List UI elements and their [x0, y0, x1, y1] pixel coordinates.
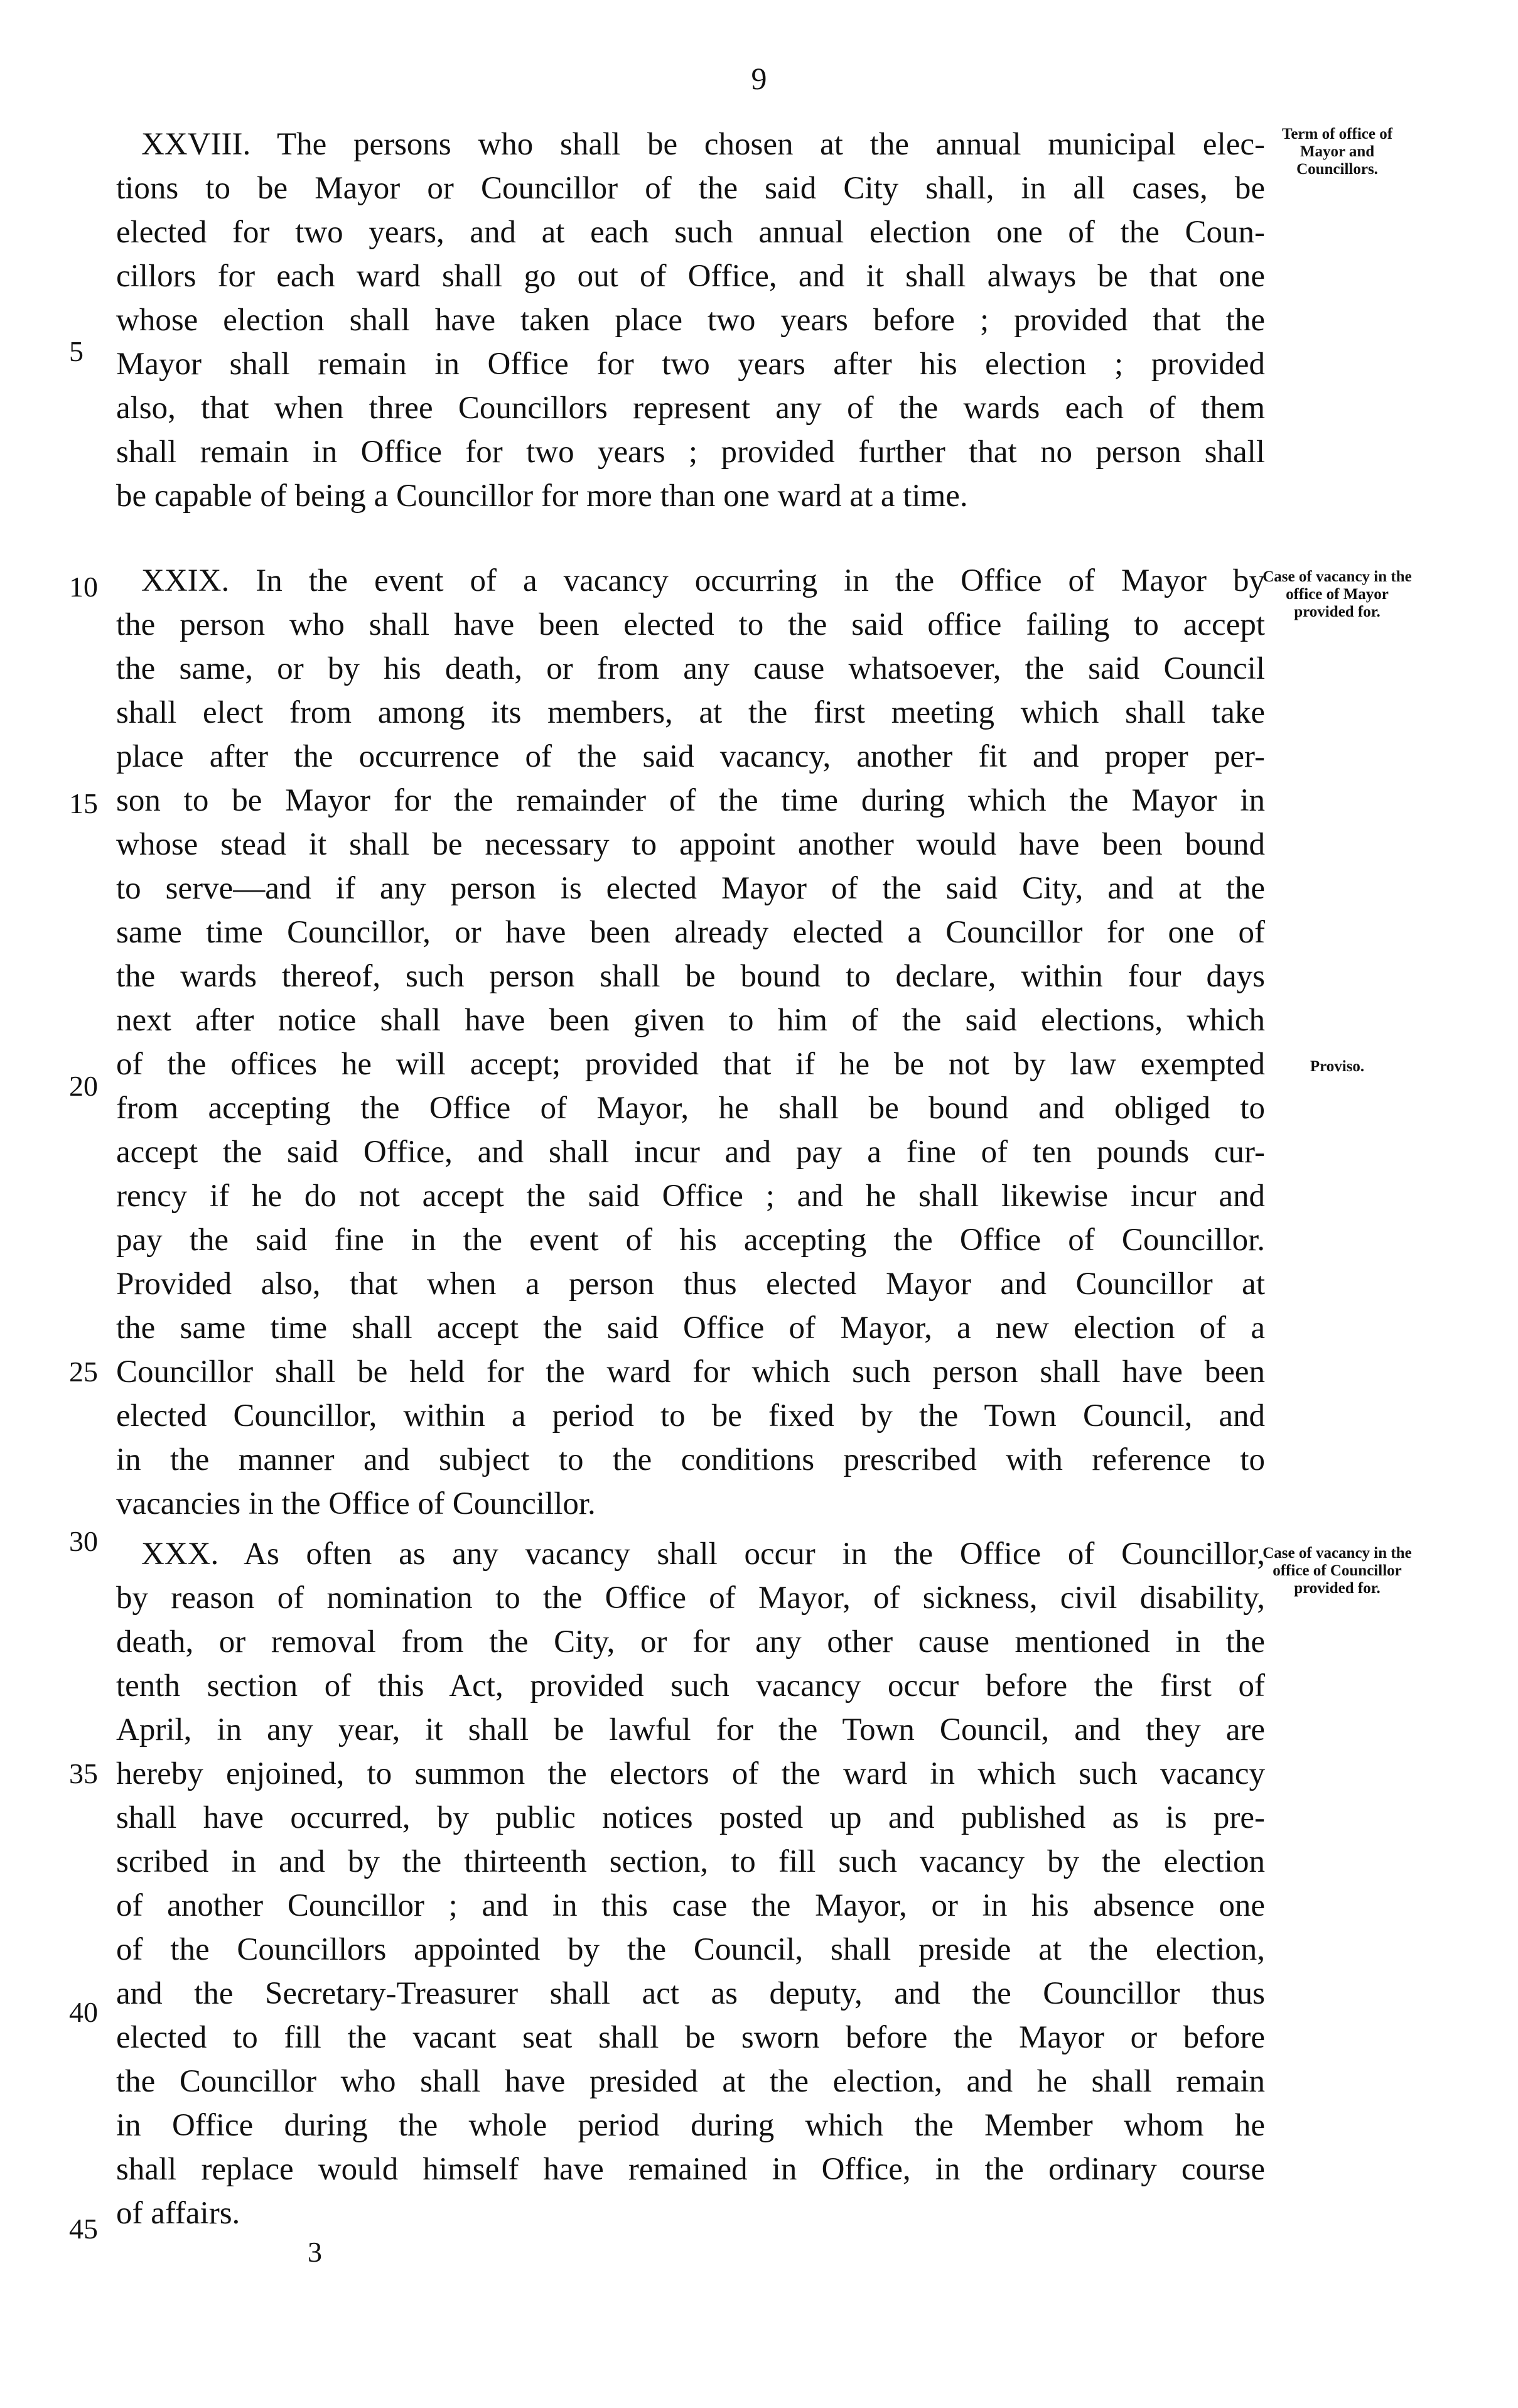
text-line: in Office during the whole period during which the Member whom he [116, 2108, 1265, 2143]
text-line: by reason of nomination to the Office of Mayor, of sickness, civil disability, [116, 1580, 1265, 1616]
text-line: the same time shall accept the said Office of Mayor, a new election of a [116, 1310, 1265, 1346]
text-line: whose stead it shall be necessary to appoint another would have been bound [116, 827, 1265, 862]
text-line: tenth section of this Act, provided such vacancy occur before the first of [116, 1668, 1265, 1703]
text-line: whose election shall have taken place two years before ; provided that the [116, 303, 1265, 338]
line-number: 35 [69, 1757, 98, 1790]
text-line: elected for two years, and at each such annual election one of the Coun- [116, 215, 1265, 250]
text-line: hereby enjoined, to summon the electors of the ward in which such vacancy [116, 1756, 1265, 1791]
signature-mark: 3 [308, 2236, 322, 2268]
text-line: the same, or by his death, or from any cause whatsoever, the said Council [116, 651, 1265, 686]
text-line: to serve—and if any person is elected Mayor of the said City, and at the [116, 871, 1265, 906]
line-number: 45 [69, 2213, 98, 2245]
text-line: shall replace would himself have remained in Office, in the ordinary course [116, 2152, 1265, 2187]
text-line: cillors for each ward shall go out of Office, and it shall always be that one [116, 259, 1265, 294]
text-line: pay the said fine in the event of his accepting the Office of Councillor. [116, 1223, 1265, 1258]
text-line: of affairs. [116, 2196, 240, 2231]
text-line: from accepting the Office of Mayor, he shall be bound and obliged to [116, 1091, 1265, 1126]
line-number: 25 [69, 1356, 98, 1388]
text-line: shall remain in Office for two years ; provided further that no person shall [116, 435, 1265, 470]
text-line: tions to be Mayor or Councillor of the said City shall, in all cases, be [116, 171, 1265, 206]
margin-note: Proviso. [1310, 1058, 1365, 1075]
text-line: be capable of being a Councillor for more than one ward at a time. [116, 478, 968, 514]
text-line: same time Councillor, or have been already elected a Councillor for one of [116, 915, 1265, 950]
text-line: Councillor shall be held for the ward for which such person shall have been [116, 1354, 1265, 1390]
section-xxviii [116, 122, 1265, 518]
margin-note: Case of vacancy in the office of Mayor provided for. [1262, 568, 1412, 620]
line-number: 30 [69, 1525, 98, 1557]
section-xxix [116, 559, 1265, 1526]
page-number: 9 [751, 61, 767, 96]
text-line: of the Councillors appointed by the Council, shall preside at the election, [116, 1932, 1265, 1967]
text-line: the person who shall have been elected to the said office failing to accept [116, 607, 1265, 642]
text-line: vacancies in the Office of Councillor. [116, 1486, 596, 1521]
text-line: place after the occurrence of the said vacancy, another fit and proper per- [116, 739, 1265, 774]
text-line: the wards thereof, such person shall be bound to declare, within four days [116, 959, 1265, 994]
text-line: XXIX. In the event of a vacancy occurring in the Office of Mayor by [141, 563, 1265, 598]
text-line: son to be Mayor for the remainder of the time during which the Mayor in [116, 783, 1265, 818]
line-number: 5 [69, 335, 83, 367]
text-line: in the manner and subject to the conditions prescribed with reference to [116, 1442, 1265, 1477]
text-line: of another Councillor ; and in this case the Mayor, or in his absence one [116, 1888, 1265, 1923]
text-line: accept the said Office, and shall incur and pay a fine of ten pounds cur- [116, 1135, 1265, 1170]
line-number: 20 [69, 1070, 98, 1102]
text-line: and the Secretary-Treasurer shall act as deputy, and the Councillor thus [116, 1976, 1265, 2011]
text-line: Provided also, that when a person thus elected Mayor and Councillor at [116, 1266, 1265, 1302]
text-line: shall have occurred, by public notices posted up and published as is pre- [116, 1800, 1265, 1835]
line-number: 40 [69, 1996, 98, 2028]
margin-note: Case of vacancy in the office of Councillor provided for. [1262, 1545, 1412, 1597]
text-line: scribed in and by the thirteenth section, to fill such vacancy by the election [116, 1844, 1265, 1879]
text-line: also, that when three Councillors represent any of the wards each of them [116, 391, 1265, 426]
text-line: shall elect from among its members, at the first meeting which shall take [116, 695, 1265, 730]
text-line: Mayor shall remain in Office for two years after his election ; provided [116, 347, 1265, 382]
text-line: next after notice shall have been given to him of the said elections, which [116, 1003, 1265, 1038]
text-line: of the offices he will accept; provided that if he be not by law exempted [116, 1047, 1265, 1082]
line-number: 10 [69, 571, 98, 603]
text-line: XXVIII. The persons who shall be chosen at the annual municipal elec- [141, 127, 1265, 162]
section-xxx [116, 1532, 1265, 2235]
line-number: 15 [69, 787, 98, 819]
text-line: elected to fill the vacant seat shall be sworn before the Mayor or before [116, 2020, 1265, 2055]
text-line: death, or removal from the City, or for any other cause mentioned in the [116, 1624, 1265, 1660]
text-line: the Councillor who shall have presided at the election, and he shall remain [116, 2064, 1265, 2099]
text-line: XXX. As often as any vacancy shall occur in the Office of Councillor, [141, 1536, 1265, 1572]
text-line: elected Councillor, within a period to be fixed by the Town Council, and [116, 1398, 1265, 1433]
text-line: April, in any year, it shall be lawful for the Town Council, and they are [116, 1712, 1265, 1747]
margin-note: Term of office of Mayor and Councillors. [1281, 126, 1393, 178]
text-line: rency if he do not accept the said Office ; and he shall likewise incur and [116, 1179, 1265, 1214]
